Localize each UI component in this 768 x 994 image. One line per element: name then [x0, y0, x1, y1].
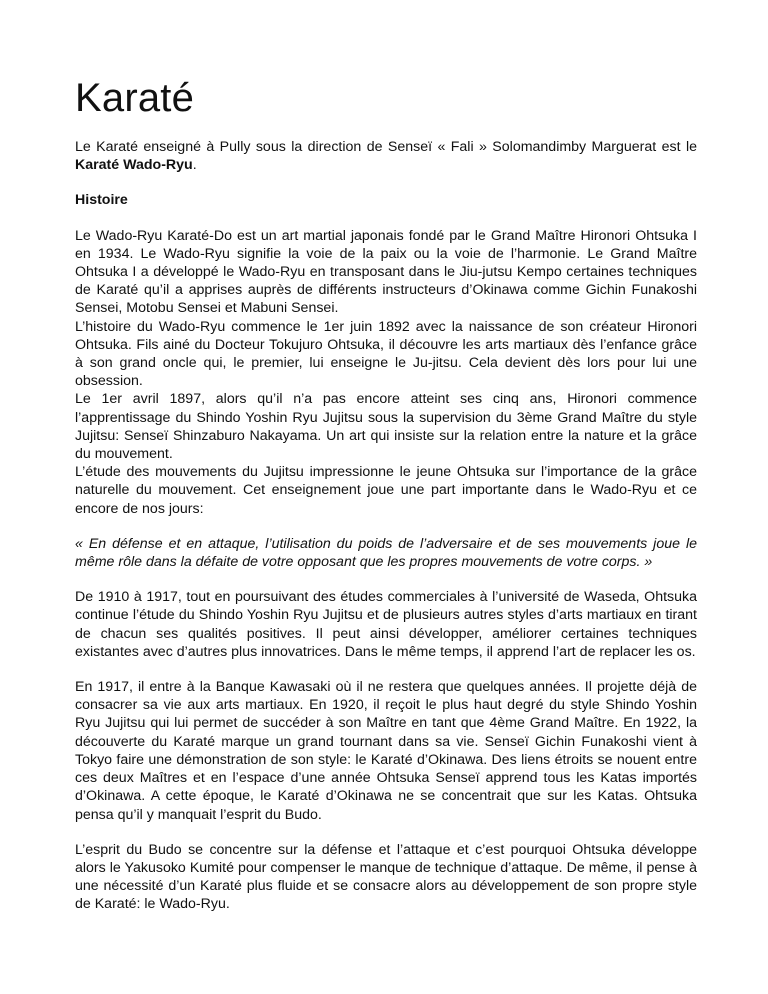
document-page [75, 72, 697, 914]
intro-bold-style-name: Karaté Wado-Ryu [75, 157, 193, 174]
history-paragraph-founding: Le Wado-Ryu Karaté-Do est un art martial japonais fondé par le Grand Maître Hironori Ohtsuka I en 1934. Le Wado-Ryu signifie la voie de la paix ou la voie de l’harmonie. Le Grand Maître Ohtsuka I a développé le Wado-Ryu en transposant dans le Jiu-jutsu Kempo certaines techniques de Karaté qu’il a apprises auprès de différents instructeurs d’Okinawa comme Gichin Funakoshi Sensei, Motobu Sensei et Mabuni Sensei. [75, 227, 697, 317]
history-paragraph-studies: De 1910 à 1917, tout en poursuivant des études commerciales à l’université de Waseda, Ohtsuka continue l’étude du Shindo Yoshin Ryu Jujitsu et de plusieurs autres styles d’arts martiaux en tirant de chacun ses qualités positives. Il peut ainsi développer, améliorer certaines techniques existantes avec d’autres plus innovatrices. Dans le même temps, il apprend l’art de replacer les os. [75, 589, 697, 660]
section-heading-histoire: Histoire [75, 192, 128, 209]
history-paragraph-apprenticeship: Le 1er avril 1897, alors qu’il n’a pas encore atteint ses cinq ans, Hironori commence l’apprentissage du Shindo Yoshin Ryu Jujitsu sous la supervision du 3ème Grand Maître du style Jujitsu: Senseï Shinzaburo Nakayama. Un art qui insiste sur la relation entre la nature et la grâce du mouvement. [75, 391, 697, 463]
quote-paragraph: « En défense et en attaque, l’utilisation du poids de l’adversaire et de ses mouvements joue le même rôle dans la défaite de votre opposant que les propres mouvements de votre corps. » [75, 535, 697, 571]
intro-text-end: . [192, 157, 197, 174]
intro-paragraph [75, 138, 697, 174]
history-paragraph-movement: L’étude des mouvements du Jujitsu impressionne le jeune Ohtsuka sur l’importance de la grâce naturelle du mouvement. Cet enseignement joue une part importante dans le Wado-Ryu et ce encore de nos jours: [75, 464, 697, 517]
history-paragraph-karate-discovery: En 1917, il entre à la Banque Kawasaki où il ne restera que quelques années. Il projette déjà de consacrer sa vie aux arts martiaux. En 1920, il reçoit le plus haut degré du style Shindo Yoshin Ryu Jujitsu qui lui permet de succéder à son Maître en tant que 4ème Grand Maître. En 1922, la découverte du Karaté marque un grand tournant dans sa vie. Senseï Gichin Funakoshi vient à Tokyo faire une démonstration de son style: le Karaté d’Okinawa. Des liens étroits se nouent entre ces deux Maîtres et en l’espace d’une année Ohtsuka Senseï apprend tous les Katas importés d’Okinawa. A cette époque, le Karaté d’Okinawa ne se concentrait que sur les Katas. Ohtsuka pensa qu’il y manquait l’esprit du Budo. [75, 679, 697, 823]
history-paragraph-budo: L’esprit du Budo se concentre sur la défense et l’attaque et c’est pourquoi Ohtsuka développe alors le Yakusoko Kumité pour compenser le manque de technique d’attaque. De même, il pense à une nécessité d’un Karaté plus fluide et se consacre alors au développement de son propre style de Karaté: le Wado-Ryu. [75, 841, 697, 913]
page-title: Karaté [75, 76, 195, 120]
history-paragraph-birth: L’histoire du Wado-Ryu commence le 1er juin 1892 avec la naissance de son créateur Hironori Ohtsuka. Fils ainé du Docteur Tokujuro Ohtsuka, il découvre les arts martiaux dès l’enfance grâce à son grand oncle qui, le premier, lui enseigne le Ju-jitsu. Cela devient dès lors pour lui une obsession. [75, 318, 697, 390]
intro-text: Le Karaté enseigné à Pully sous la direction de Senseï « Fali » Solomandimby Marguerat est le [75, 139, 697, 155]
